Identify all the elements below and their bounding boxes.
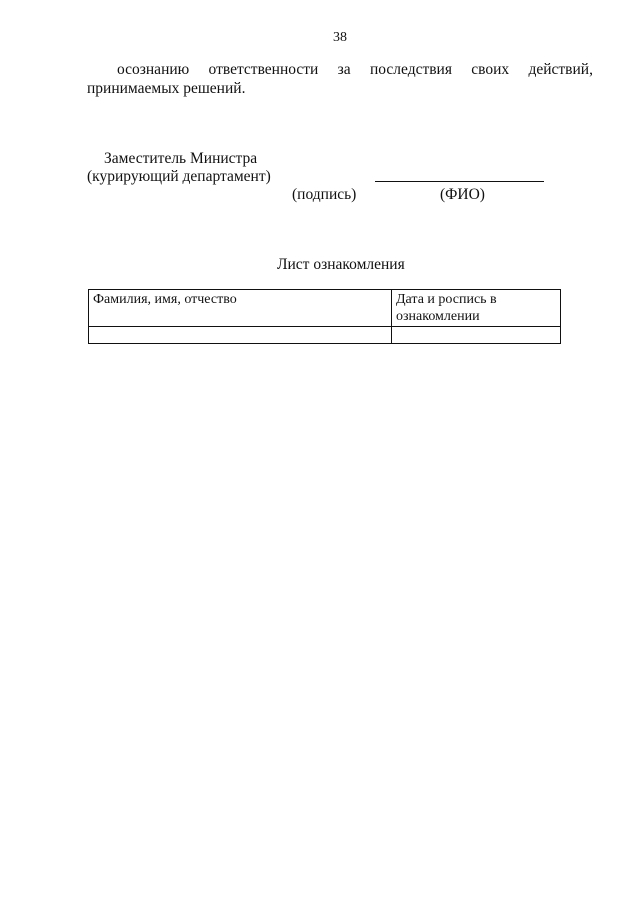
header-cell-full-name: Фамилия, имя, отчество <box>89 290 392 327</box>
header-cell-date-signature: Дата и роспись в ознакомлении <box>392 290 561 327</box>
table-header-row <box>89 290 561 327</box>
paragraph-line-1 <box>117 61 593 79</box>
paragraph-word: осознанию <box>117 61 190 78</box>
paragraph-word: за <box>337 61 351 78</box>
paragraph-word: своих <box>471 61 510 78</box>
paragraph-word: действий, <box>528 61 593 78</box>
table-cell <box>392 327 561 344</box>
table-cell <box>89 327 392 344</box>
paragraph-line-2: принимаемых решений. <box>87 80 246 97</box>
table-row <box>89 327 561 344</box>
acknowledgement-table <box>88 289 561 344</box>
signatory-title: Заместитель Министра <box>104 150 258 167</box>
acknowledgement-sheet-title: Лист ознакомления <box>277 256 405 273</box>
name-underline <box>375 181 544 182</box>
paragraph-word: ответственности <box>208 61 319 78</box>
paragraph-word: последствия <box>369 61 452 78</box>
signature-label: (подпись) <box>292 186 357 203</box>
signatory-department: (курирующий департамент) <box>87 168 271 185</box>
page-number: 38 <box>333 30 347 45</box>
name-label: (ФИО) <box>440 186 485 203</box>
